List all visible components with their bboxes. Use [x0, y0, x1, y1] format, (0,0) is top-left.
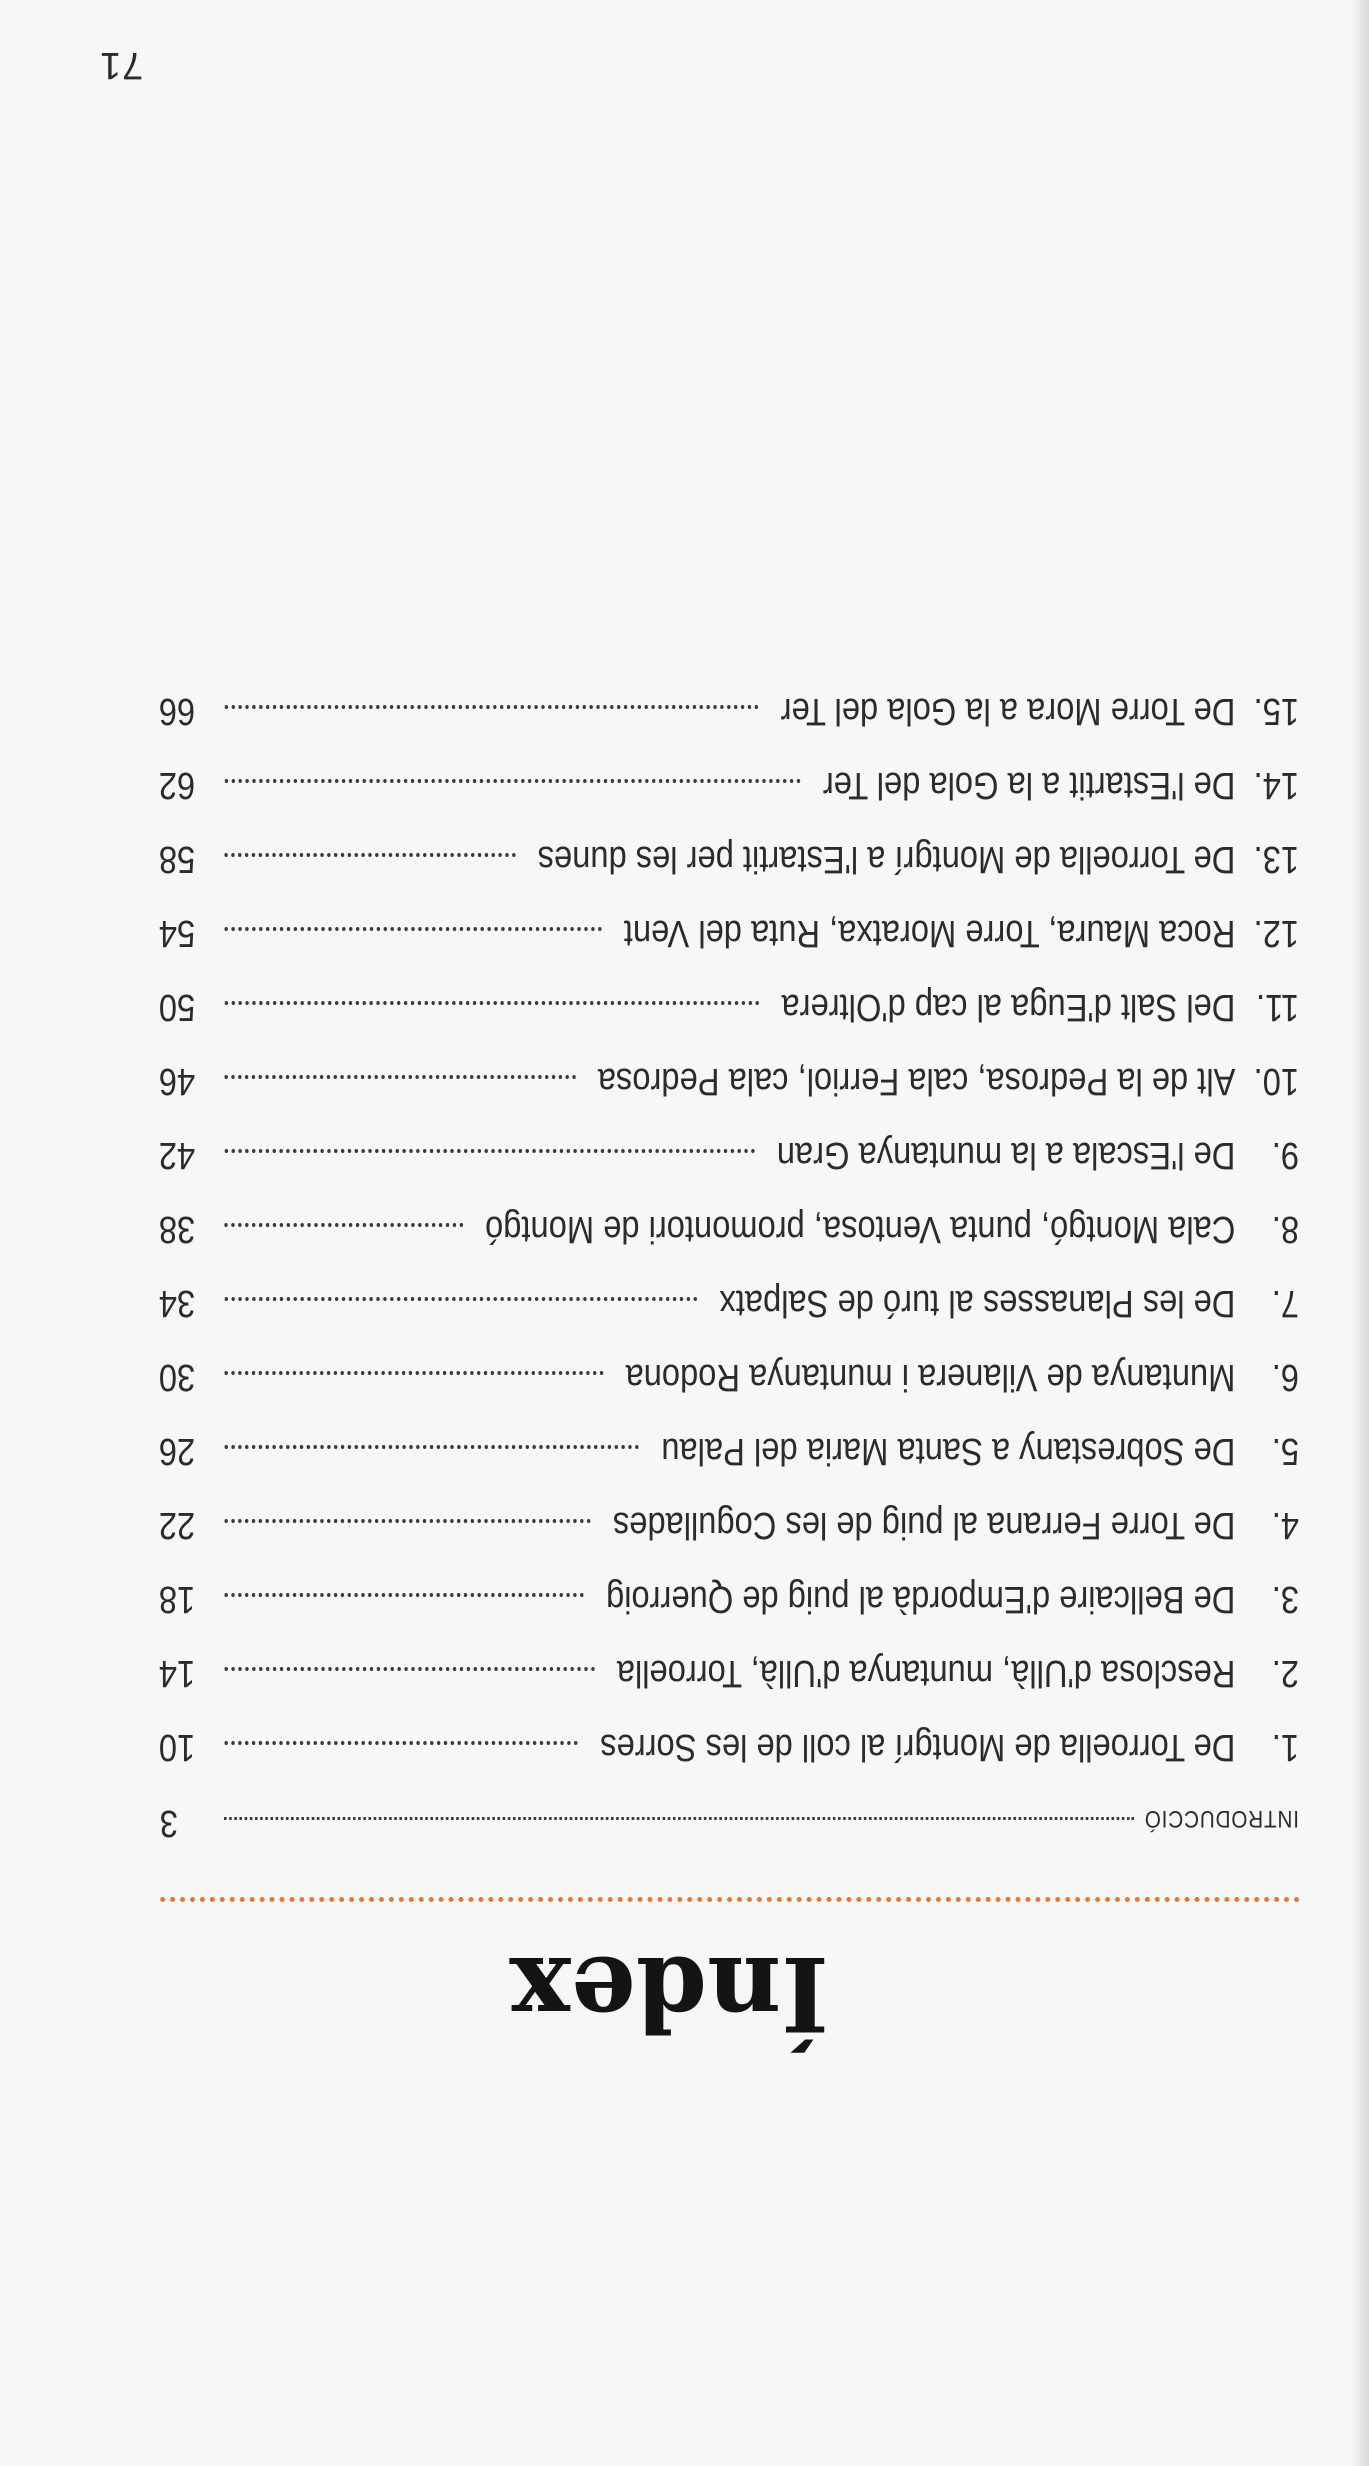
toc-entry-page: 10: [158, 1726, 196, 1768]
toc-entry-page: 58: [158, 838, 196, 880]
toc-entry-number: 10.: [1253, 1060, 1299, 1102]
toc-entry-number: 4.: [1271, 1504, 1299, 1546]
toc-entry-number: 9.: [1271, 1134, 1299, 1176]
toc-entry[interactable]: [159, 1176, 1299, 1250]
toc-entry[interactable]: [159, 954, 1299, 1028]
toc-entry-page: 34: [158, 1282, 196, 1324]
toc-entry-title: De l'Estartit a la Gola del Ter: [822, 764, 1236, 806]
toc-entry-number: 7.: [1271, 1282, 1299, 1324]
dot-leader: [224, 779, 800, 783]
toc-entry-page: 38: [158, 1208, 196, 1250]
toc-entry-page: 14: [158, 1652, 196, 1694]
dot-leader: [224, 927, 601, 931]
toc-entry-page: 54: [158, 912, 196, 954]
title-separator: [159, 1897, 1299, 1902]
dot-leader: [224, 1817, 1133, 1820]
toc-intro-page: 3: [158, 1802, 178, 1844]
toc-entry-title: Cala Montgó, punta Ventosa, promontori de Montgó: [485, 1208, 1236, 1250]
toc-entry-page: 62: [158, 764, 196, 806]
toc-entry[interactable]: [159, 1694, 1299, 1768]
table-of-contents: [159, 658, 1299, 1844]
toc-entry-title: Resclosa d'Ullà, muntanya d'Ullà, Torroella: [616, 1652, 1236, 1694]
toc-entry-title: De Torre Mora a la Gola del Ter: [780, 690, 1236, 732]
dot-leader: [224, 853, 515, 857]
dot-leader: [224, 1297, 697, 1301]
toc-entry-number: 3.: [1271, 1578, 1299, 1620]
toc-entry-page: 50: [158, 986, 196, 1028]
toc-entry-number: 13.: [1253, 838, 1299, 880]
dot-leader: [224, 705, 758, 709]
toc-entry-title: De Bellcaire d'Empordà al puig de Querroig: [606, 1578, 1236, 1620]
toc-entry[interactable]: [159, 1102, 1299, 1176]
toc-entry-title: De les Planasses al turó de Salpatx: [719, 1282, 1236, 1324]
toc-entry-number: 15.: [1253, 690, 1299, 732]
toc-entry-page: 26: [158, 1430, 196, 1472]
toc-entry-title: De Torre Ferrana al puig de les Cogullades: [612, 1504, 1236, 1546]
toc-entry[interactable]: [159, 732, 1299, 806]
toc-entry-number: 14.: [1253, 764, 1299, 806]
toc-entry-title: De Torroella de Montgrí al coll de les Sorres: [600, 1726, 1236, 1768]
page-number: 71: [99, 44, 144, 86]
dot-leader: [224, 1519, 590, 1523]
toc-entry-page: 30: [158, 1356, 196, 1398]
page-title: Índex: [510, 1933, 829, 2053]
toc-entry-title: De Sobrestany a Santa Maria del Palau: [661, 1430, 1236, 1472]
toc-entry-page: 66: [158, 690, 196, 732]
toc-entry-number: 2.: [1271, 1652, 1299, 1694]
toc-entry[interactable]: [159, 1620, 1299, 1694]
dot-leader: [224, 1075, 575, 1079]
toc-entry[interactable]: [159, 806, 1299, 880]
toc-entry-title: Alt de la Pedrosa, cala Ferriol, cala Pedrosa: [597, 1060, 1236, 1102]
dot-leader: [224, 1593, 584, 1597]
toc-entry-title: De Torroella de Montgrí a l'Estartit per les dunes: [537, 838, 1236, 880]
toc-entry-page: 18: [158, 1578, 196, 1620]
dot-leader: [224, 1001, 759, 1005]
dot-leader: [224, 1371, 603, 1375]
toc-entry[interactable]: [159, 658, 1299, 732]
dot-leader: [224, 1741, 578, 1745]
toc-entry[interactable]: [159, 1250, 1299, 1324]
toc-entry[interactable]: [159, 880, 1299, 954]
toc-entry[interactable]: [159, 1324, 1299, 1398]
toc-entry[interactable]: [159, 1398, 1299, 1472]
toc-entry-number: 1.: [1271, 1726, 1299, 1768]
toc-entry-number: 12.: [1253, 912, 1299, 954]
toc-intro-row[interactable]: [159, 1768, 1299, 1844]
toc-intro-label: INTRODUCCIÓ: [1143, 1805, 1299, 1832]
toc-entry-number: 5.: [1271, 1430, 1299, 1472]
toc-entry-number: 6.: [1271, 1356, 1299, 1398]
dot-leader: [224, 1667, 594, 1671]
toc-entry[interactable]: [159, 1028, 1299, 1102]
dot-leader: [224, 1149, 754, 1153]
toc-entry-number: 11.: [1255, 986, 1299, 1028]
toc-entry-title: Del Salt d'Euga al cap d'Oltrera: [781, 986, 1236, 1028]
toc-entry[interactable]: [159, 1472, 1299, 1546]
toc-entry-title: Muntanya de Vilanera i muntanya Rodona: [625, 1356, 1236, 1398]
toc-entry-page: 42: [158, 1134, 196, 1176]
toc-entry-number: 8.: [1271, 1208, 1299, 1250]
dot-leader: [224, 1223, 463, 1227]
page-edge-shadow: [1351, 0, 1369, 2466]
toc-entry-page: 46: [158, 1060, 196, 1102]
toc-entry[interactable]: [159, 1546, 1299, 1620]
toc-entry-title: Roca Maura, Torre Moratxa, Ruta del Vent: [623, 912, 1236, 954]
toc-entry-title: De l'Escala a la muntanya Gran: [776, 1134, 1236, 1176]
toc-entry-page: 22: [158, 1504, 196, 1546]
dot-leader: [224, 1445, 639, 1449]
